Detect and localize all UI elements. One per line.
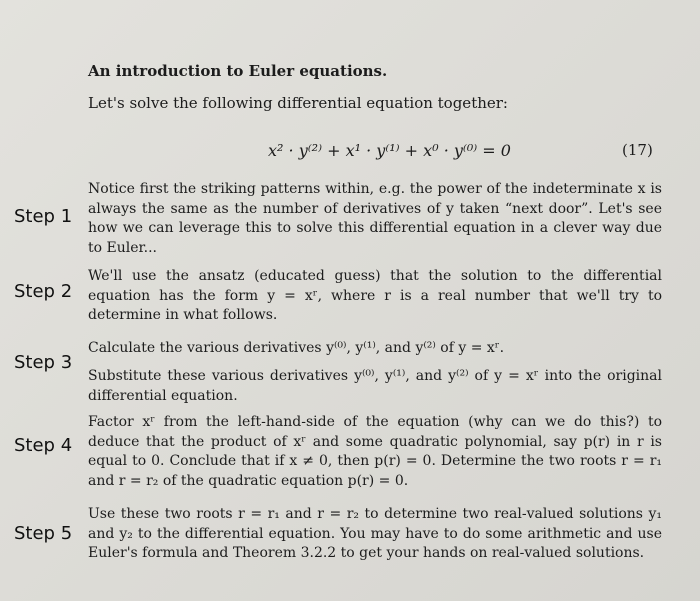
intro-sentence: Let's solve the following differential equation together: — [88, 94, 508, 112]
euler-equation: x² · y⁽²⁾ + x¹ · y⁽¹⁾ + x⁰ · y⁽⁰⁾ = 0 — [268, 141, 511, 160]
step-4-text: Factor xʳ from the left-hand-side of the equation (why can we do this?) to deduce that the product of xʳ and some quadratic polynomial, say p(r) in r is equal to 0. Conclude that if x ≠ 0, then p(r) = 0. Determine the two roots r = r₁ and r = r₂ of the quadratic equation p(r) = 0. — [88, 414, 662, 489]
document-title: An introduction to Euler equations. — [88, 62, 388, 80]
step-1-label: Step 1 — [14, 206, 73, 227]
step-1-text: Notice first the striking patterns within, e.g. the power of the indeterminate x is always the same as the number of derivatives of y taken “next door”. Let's see how we can leverage this to solve this differential equation in a clever way due to Euler... — [88, 181, 662, 256]
equation-number: (17) — [622, 141, 653, 159]
step-3-text-a: Calculate the various derivatives y⁽⁰⁾, y⁽¹⁾, and y⁽²⁾ of y = xʳ. — [88, 340, 505, 356]
step-2-label: Step 2 — [14, 281, 73, 302]
step-2-text: We'll use the ansatz (educated guess) that the solution to the differential equation has the form y = xʳ, where r is a real number that we'll try to determine in what follows. — [88, 268, 662, 323]
step-5-text: Use these two roots r = r₁ and r = r₂ to determine two real-valued solutions y₁ and y₂ to the differential equation. You may have to do some arithmetic and use Euler's formula and Theorem 3.2.2 to get your hands on real-valued solutions. — [88, 506, 662, 561]
step-4-label: Step 4 — [14, 435, 73, 456]
step-3-label: Step 3 — [14, 352, 73, 373]
step-3-text-b: Substitute these various derivatives y⁽⁰⁾, y⁽¹⁾, and y⁽²⁾ of y = xʳ into the original differential equation. — [88, 368, 662, 404]
step-5-label: Step 5 — [14, 523, 73, 544]
